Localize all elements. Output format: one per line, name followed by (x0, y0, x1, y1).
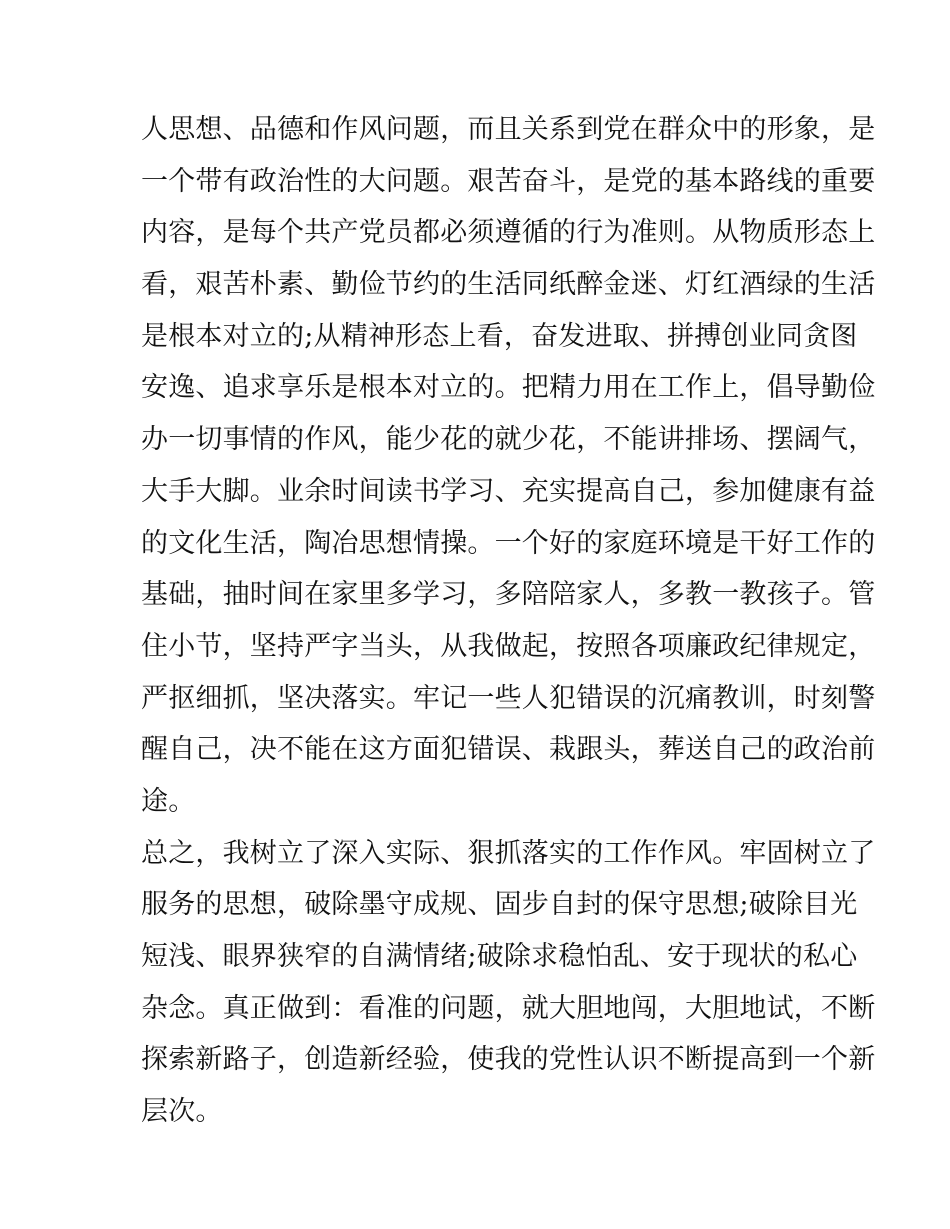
text-line: 大手大脚。业余时间读书学习、充实提高自己，参加健康有益 (141, 475, 876, 507)
text-line: 内容，是每个共产党员都必须遵循的行为准则。从物质形态上 (141, 217, 876, 249)
text-line: 严抠细抓，坚决落实。牢记一些人犯错误的沉痛教训，时刻警 (141, 682, 876, 714)
text-line: 住小节，坚持严字当头，从我做起，按照各项廉政纪律规定， (141, 630, 876, 662)
text-line: 短浅、眼界狭窄的自满情绪;破除求稳怕乱、安于现状的私心 (141, 941, 858, 972)
text-line: 途。 (141, 785, 196, 817)
text-line: 安逸、追求享乐是根本对立的。把精力用在工作上，倡导勤俭 (141, 372, 876, 404)
text-line: 探索新路子，创造新经验，使我的党性认识不断提高到一个新 (141, 1044, 876, 1076)
text-line: 总之，我树立了深入实际、狠抓落实的工作作风。牢固树立了 (141, 837, 876, 869)
text-line: 的文化生活，陶冶思想情操。一个好的家庭环境是干好工作的 (141, 527, 876, 559)
text-line: 看，艰苦朴素、勤俭节约的生活同纸醉金迷、灯红酒绿的生活 (141, 269, 876, 301)
text-line: 一个带有政治性的大问题。艰苦奋斗，是党的基本路线的重要 (141, 165, 876, 197)
text-line: 基础，抽时间在家里多学习，多陪陪家人，多教一教孩子。管 (141, 579, 876, 611)
text-line: 是根本对立的;从精神形态上看，奋发进取、拼搏创业同贪图 (141, 320, 858, 352)
body-text (141, 104, 876, 1138)
text-line: 办一切事情的作风，能少花的就少花，不能讲排场、摆阔气， (141, 424, 876, 456)
text-line: 醒自己，决不能在这方面犯错误、栽跟头，葬送自己的政治前 (141, 734, 876, 766)
text-line: 杂念。真正做到：看准的问题，就大胆地闯，大胆地试，不断 (141, 992, 876, 1024)
text-line: 人思想、品德和作风问题，而且关系到党在群众中的形象，是 (141, 114, 876, 145)
text-line: 服务的思想，破除墨守成规、固步自封的保守思想;破除目光 (141, 889, 858, 921)
text-line: 层次。 (141, 1096, 223, 1128)
